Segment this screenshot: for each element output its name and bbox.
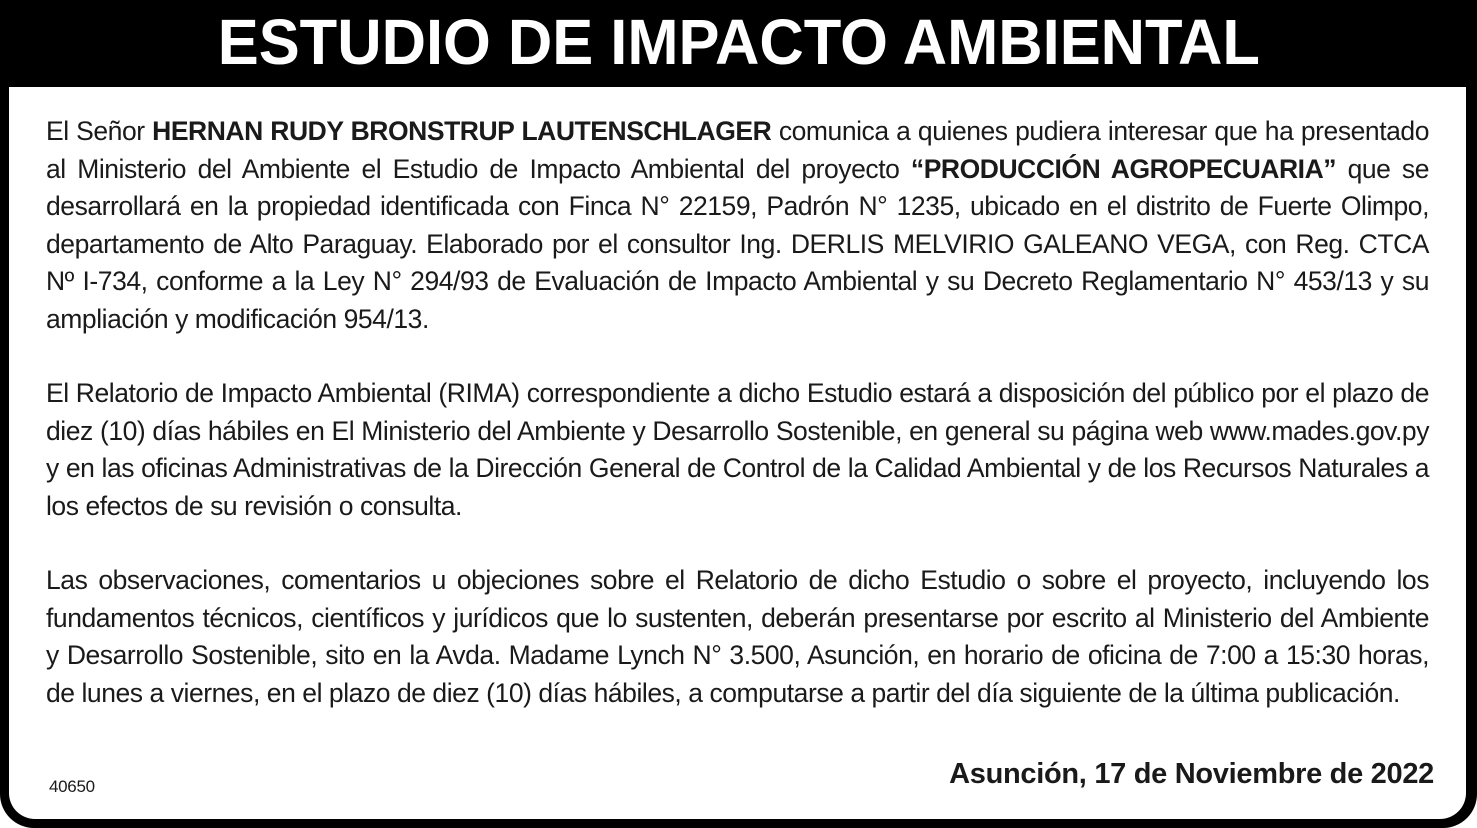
project-name: “PRODUCCIÓN AGROPECUARIA”	[910, 153, 1337, 184]
notice-body	[9, 87, 1466, 819]
paragraph-observations: Las observaciones, comentarios u objeciones sobre el Relatorio de dicho Estudio o sobre el proyecto, incluyendo los fundamentos técnicos, científicos y jurídicos que lo sustenten, deberán presentarse por escrito al Ministerio del Ambiente y Desarrollo Sostenible, sito en la Avda. Madame Lynch N° 3.500, Asunción, en horario de oficina de 7:00 a 15:30 horas, de lunes a viernes, en el plazo de diez (10) días hábiles, a computarse a partir del día siguiente de la última publicación.	[46, 565, 1429, 708]
paragraph-announcement	[46, 113, 1429, 338]
proponent-name: HERNAN RUDY BRONSTRUP LAUTENSCHLAGER	[152, 116, 772, 146]
paragraph-rima-availability: El Relatorio de Impacto Ambiental (RIMA) correspondiente a dicho Estudio estará a disposición del público por el plazo de diez (10) días hábiles en El Ministerio del Ambiente y Desarrollo Sostenible, en general su página web www.mades.gov.py y en las oficinas Administrativas de la Dirección General de Control de la Calidad Ambiental y de los Recursos Naturales a los efectos de su revisión o consulta.	[46, 378, 1429, 521]
notice-title: ESTUDIO DE IMPACTO AMBIENTAL	[217, 6, 1260, 78]
paragraph-intro: El Señor	[46, 116, 153, 146]
paragraph-text-b: que se desarrollará en la propiedad identificada con Finca N° 22159, Padrón N° 1235, ubicado en el distrito de Fuerte Olimpo, departamento de Alto Paraguay. Elaborado por el consultor Ing. DERLIS MELVIRIO GALEANO VEGA, con Reg. CTCA Nº I-734, conforme a la Ley N° 294/93 de Evaluación de Impacto Ambiental y su Decreto Reglamentario N° 453/13 y su ampliación y modificación 954/13.	[46, 153, 1430, 334]
title-bar	[0, 0, 1477, 84]
paragraph-text-a: comunica a quienes pudiera interesar que ha presentado al Ministerio del Ambiente el Estudio de Impacto Ambiental del proyecto	[46, 116, 1429, 184]
reference-number: 40650	[49, 777, 95, 796]
date-line: Asunción, 17 de Noviembre de 2022	[949, 758, 1434, 790]
